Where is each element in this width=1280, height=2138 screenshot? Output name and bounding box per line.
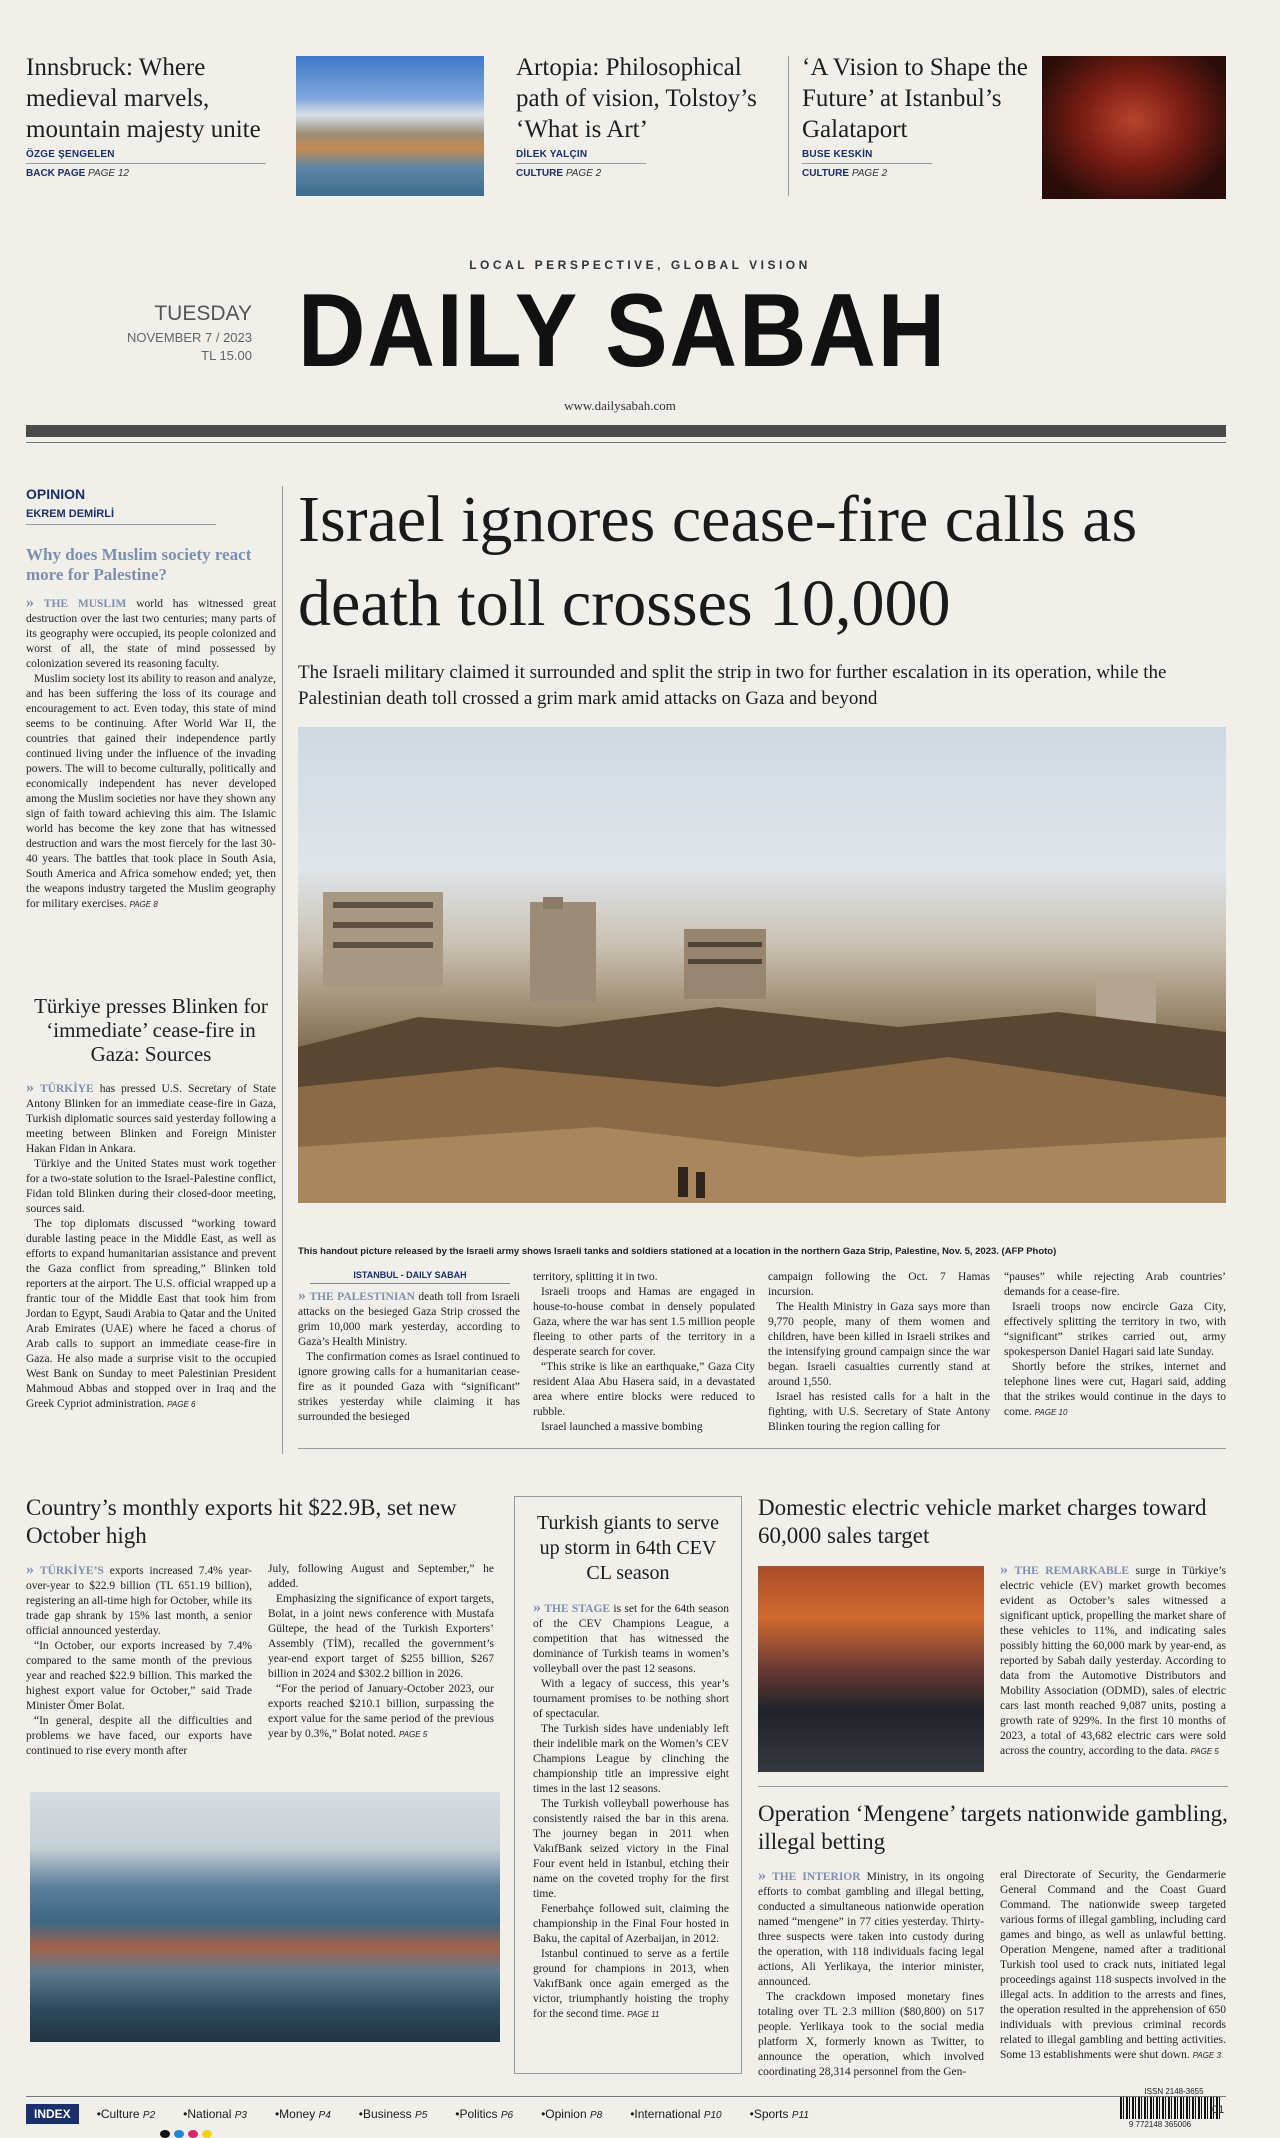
blinken-title[interactable]: Türkiye presses Blinken for ‘immediate’ cease-fire in Gaza: Sources	[34, 994, 268, 1066]
masthead-day: TUESDAY	[154, 302, 252, 325]
teaser-author: ÖZGE ŞENGELEN	[26, 149, 266, 164]
innsbruck-image	[296, 56, 484, 196]
chevron-icon: »	[533, 1599, 541, 1616]
teaser-author: BUSE KESKİN	[802, 149, 932, 164]
mengene-col-2: eral Directorate of Security, the Gendarmerie General Command and the Coast Guard Command. The nationwide sweep targeted various forms of illegal gambling, including card games and bingo, as well as unlawful betting. Operation Mengene, named after a traditional Turkish tool used to crack nuts, initiated legal proceedings against 118 suspects involved in the illegal acts. In addition to the arrests and fines, the operation resulted in the apprehension of 650 individuals with previous criminal records related to illegal gambling and betting activities. Some 13 establishments were shut down. PAGE 3	[1000, 1869, 1226, 2061]
chevron-icon: »	[26, 1079, 34, 1096]
masthead-thin-rule	[26, 442, 1226, 443]
volley-body: » THE STAGE is set for the 64th season of the CEV Champions League, a competition that has witnessed the dominance of Turkish teams in women’s volleyball over the past 12 seasons. With a legacy of success, this year’s tournament promises to be nothing short of spectacular. The Turkish sides have undeniably left their indelible mark on the Women’s CEV Champions League by clinching the championship title an impressive eight times in the last 12 seasons. The Turkish volleyball powerhouse has consistently raised the bar in this arena. The journey began in 2011 when VakıfBank seized victory in the Final Four event held in Istanbul, etching their name on the coveted trophy for the first time. Fenerbahçe followed suit, claiming the championship in the Final Four hosted in Baku, the capital of Azerbaijan, in 2012. Istanbul continued to serve as a fertile ground for champions in 2013, when VakıfBank once again emerged as the victor, triumphantly hoisting the trophy for the second time. PAGE 11	[533, 1599, 730, 2020]
color-registration-marks	[160, 2130, 212, 2138]
teaser-section: BACK PAGE PAGE 12	[26, 168, 129, 179]
main-deck: The Israeli military claimed it surrounded and split the strip in two for further escalation in its operation, while the Palestinian death toll crossed a grim mark amid attacks on Gaza and beyond	[298, 662, 1167, 709]
mengene-article	[758, 1800, 1228, 2078]
blinken-body: » TÜRKİYE has pressed U.S. Secretary of State Antony Blinken for an immediate cease-fire in Gaza, Turkish diplomatic sources said yesterday following a meeting between Blinken and Foreign Minister Hakan Fidan in Ankara. Türkiye and the United States must work together for a two-state solution to the Israel-Palestine conflict, Fidan told Blinken during their closed-door meeting, sources said. The top diplomats discussed “working toward durable lasting peace in the Middle East, as well as efforts to expand humanitarian assistance and prevent the Gaza conflict from spreading,” Blinken told reporters at the airport. The U.S. official wrapped up a frantic tour of the Middle East that took him from Jordan to Egypt, Saudi Arabia to Qatar and the United Arab Emirates (UAE) where he faced a chorus of Arab calls to support an immediate cease-fire in Gaza. He also made a surprise visit to the occupied West Bank on Sunday to meet Palestinian President Mahmoud Abbas and stopped over in Iraq and the Greek Cypriot administration. PAGE 6	[26, 1079, 277, 1410]
galataport-image	[1042, 56, 1226, 199]
chevron-icon: »	[1000, 1561, 1008, 1578]
opinion-label: OPINION	[26, 486, 86, 502]
masthead-price: TL 15.00	[201, 348, 252, 363]
blinken-article	[26, 994, 276, 1412]
footer-index	[26, 2102, 837, 2126]
opinion-title[interactable]: Why does Muslim society react more for Palestine?	[26, 545, 252, 584]
teaser-title: Artopia: Philosophical path of vision, Tolstoy’s ‘What is Art’	[516, 54, 757, 143]
issn: ISSN 2148-3655	[1144, 2087, 1204, 2096]
main-body	[298, 1270, 1228, 1438]
index-item-sports[interactable]: •Sports P11	[749, 2107, 809, 2121]
main-caption: This handout picture released by the Israeli army shows Israeli tanks and soldiers stationed at a location in the northern Gaza Strip, Palestine, Nov. 5, 2023. (AFP Photo)	[298, 1246, 1057, 1257]
masthead-rule	[26, 425, 1226, 437]
opinion-author: EKREM DEMİRLİ	[26, 508, 216, 525]
volley-title[interactable]: Turkish giants to serve up storm in 64th CEV CL season	[536, 1512, 720, 1584]
teaser-section: CULTURE PAGE 2	[516, 168, 602, 179]
barcode-number: 9 772148 365006	[1128, 2120, 1192, 2129]
index-item-international[interactable]: •International P10	[630, 2107, 722, 2121]
chevron-icon: »	[26, 594, 34, 611]
ev-rule	[758, 1786, 1228, 1787]
teaser-2[interactable]	[516, 52, 786, 179]
teaser-author: DİLEK YALÇIN	[516, 149, 646, 164]
index-label: INDEX	[26, 2104, 79, 2124]
teaser-divider	[788, 56, 789, 196]
index-item-money[interactable]: •Money P4	[274, 2107, 331, 2121]
chevron-icon: »	[26, 1561, 34, 1578]
exports-col-2: July, following August and September,” he added. Emphasizing the significance of export targets, Bolat, in a joint news conference with Mustafa Gültepe, the head of the Turkish Exporters’ Assembly (TİM), recalled the government’s year-end export target of $255 billion, $267 billion in 2024 and $302.2 billion in 2026. “For the period of January-October 2023, our exports reached $210.1 billion, surpassing the export value for the same period of the previous year by 0.3%,” Bolat noted. PAGE 5	[268, 1563, 494, 1740]
volley-box	[514, 1496, 742, 2074]
port-image	[30, 1792, 500, 2042]
teaser-title: Innsbruck: Where medieval marvels, mountain majesty unite	[26, 54, 261, 143]
chevron-icon: »	[298, 1287, 306, 1304]
main-col-2: territory, splitting it in two. Israeli troops and Hamas are engaged in house-to-house combat in densely populated Gaza, where the war has sent 1.5 million people fleeing to other parts of the territory in a desperate search for cover. “This strike is like an earthquake,” Gaza City resident Alaa Abu Hasera said, in a devastated area where entire blocks were reduced to rubble. Israel launched a massive bombing	[533, 1271, 755, 1433]
teaser-1[interactable]	[26, 52, 296, 179]
ev-car-image	[758, 1566, 984, 1772]
index-item-culture[interactable]: •Culture P2	[96, 2107, 156, 2121]
main-col-3: campaign following the Oct. 7 Hamas incursion. The Health Ministry in Gaza says more than 9,770 people, many of them women and children, have been killed in Israeli strikes and the intensifying ground campaign since the war began. Israeli casualties currently stand at around 1,550. Israel has resisted calls for a halt in the fighting, with U.S. Secretary of State Antony Blinken touring the region calling for	[768, 1271, 990, 1433]
main-photo	[298, 727, 1226, 1203]
ev-body: » THE REMARKABLE surge in Türkiye’s electric vehicle (EV) market growth becomes evident as October’s sales witnessed a significant uptick, propelling the market share of these vehicles to 11%, and indicating sales possibly hitting the 60,000 mark by year-end, as reported by Sabah daily yesterday. According to data from the Automotive Distributors and Mobility Association (ODMD), sales of electric cars last month reached 9,087 units, posting a growth rate of 929%. In the first 10 months of 2023, a total of 43,682 electric cars were sold across the country, according to the data. PAGE 5	[1000, 1561, 1226, 1757]
exports-article	[26, 1494, 496, 1757]
barcode-icon	[1120, 2097, 1220, 2119]
index-item-politics[interactable]: •Politics P6	[455, 2107, 514, 2121]
issue-number: 01	[1212, 2104, 1225, 2116]
mengene-title[interactable]: Operation ‘Mengene’ targets nationwide gambling, illegal betting	[758, 1801, 1228, 1854]
main-col-1: » THE PALESTINIAN death toll from Israeli attacks on the besieged Gaza Strip crossed the grim 10,000 mark yesterday, according to Gaza’s Health Ministry. The confirmation comes as Israel continued to ignore growing calls for a humanitarian cease-fire as it pounded Gaza with “significant” strikes yesterday while claiming it has surrounded the besieged	[298, 1287, 520, 1423]
section-rule	[298, 1448, 1226, 1449]
column-divider	[282, 486, 283, 1454]
opinion-body: » THE MUSLIM world has witnessed great destruction over the last two centuries; many parts of its geography were occupied, its people colonized and worst of all, the state of mind possessed by colonization severed its reasoning faculty. Muslim society lost its ability to reason and analyze, and has been suffering the loss of its courage and encouragement to act. Even today, this state of mind seems to be continuing. After World War II, the countries that gained their independence partly continued living under the influence of the invading powers. The will to become culturally, politically and economically independent has never developed among the Muslim societies nor have they shown any sign of faith toward achieving this aim. The Islamic world has become the key zone that has witnessed destruction and wars the most fiercely for the last 30-40 years. The battles that took place in South Asia, South America and Africa somehow ended; yet, then the weapons industry targeted the Muslim geography for military exercises. PAGE 8	[26, 594, 277, 910]
teaser-section: CULTURE PAGE 2	[802, 168, 888, 179]
chevron-icon: »	[758, 1867, 766, 1884]
teaser-title: ‘A Vision to Shape the Future’ at Istanbul’s Galataport	[802, 54, 1028, 143]
mengene-col-1: » THE INTERIOR Ministry, in its ongoing efforts to combat gambling and illegal betting, conducted a simultaneous nationwide operation named “mengene” in 77 cities yesterday. Thirty-three suspects were taken into custody during the operation, with 118 individuals facing legal actions, Ali Yerlikaya, the interior minister, announced. The crackdown imposed monetary fines totaling over TL 2.3 million ($80,800) on 517 people. Yerlikaya took to the social media platform X, formerly known as Twitter, to announce the operation, which involved coordinating 28,314 personnel from the Gen-	[758, 1867, 985, 2078]
masthead-logo: DAILY SABAH	[297, 273, 948, 389]
index-item-business[interactable]: •Business P5	[358, 2107, 428, 2121]
main-dateline: ISTANBUL - DAILY SABAH	[310, 1270, 510, 1284]
teaser-3[interactable]	[802, 52, 1042, 179]
masthead-url: www.dailysabah.com	[564, 398, 676, 413]
main-col-4: “pauses” while rejecting Arab countries’ demands for a cease-fire. Israeli troops now encircle Gaza City, effectively splitting the territory in two, with “significant” strikes carried out, army spokesperson Daniel Hagari said late Sunday. Shortly before the strikes, internet and telephone lines were cut, Hagari said, adding that the strikes would continue in the days to come. PAGE 10	[1004, 1271, 1226, 1418]
gaza-photo-illustration	[298, 727, 1226, 1203]
exports-col-1: » TÜRKİYE’S exports increased 7.4% year-over-year to $22.9 billion (TL 651.19 billion), registering an all-time high for October, while its trade gap shrank by 15% last month, a senior official announced yesterday. “In October, our exports increased by 7.4% compared to the same month of the previous year and reached $22.9 billion. This marked the highest export value for October,” said Trade Minister Ömer Bolat. “In general, despite all the difficulties and problems we have faced, our exports have continued to rise every month after	[26, 1561, 253, 1757]
ev-article	[758, 1494, 1228, 1550]
masthead-date: NOVEMBER 7 / 2023	[127, 330, 252, 345]
ev-title[interactable]: Domestic electric vehicle market charges toward 60,000 sales target	[758, 1495, 1207, 1548]
index-item-national[interactable]: •National P3	[183, 2107, 247, 2121]
exports-title[interactable]: Country’s monthly exports hit $22.9B, set new October high	[26, 1495, 457, 1548]
index-item-opinion[interactable]: •Opinion P8	[541, 2107, 603, 2121]
footer-rule	[26, 2096, 1226, 2097]
masthead-tagline: LOCAL PERSPECTIVE, GLOBAL VISION	[469, 258, 811, 272]
main-headline[interactable]: Israel ignores cease-fire calls as death toll crosses 10,000	[298, 483, 1138, 640]
opinion-column	[26, 486, 276, 912]
